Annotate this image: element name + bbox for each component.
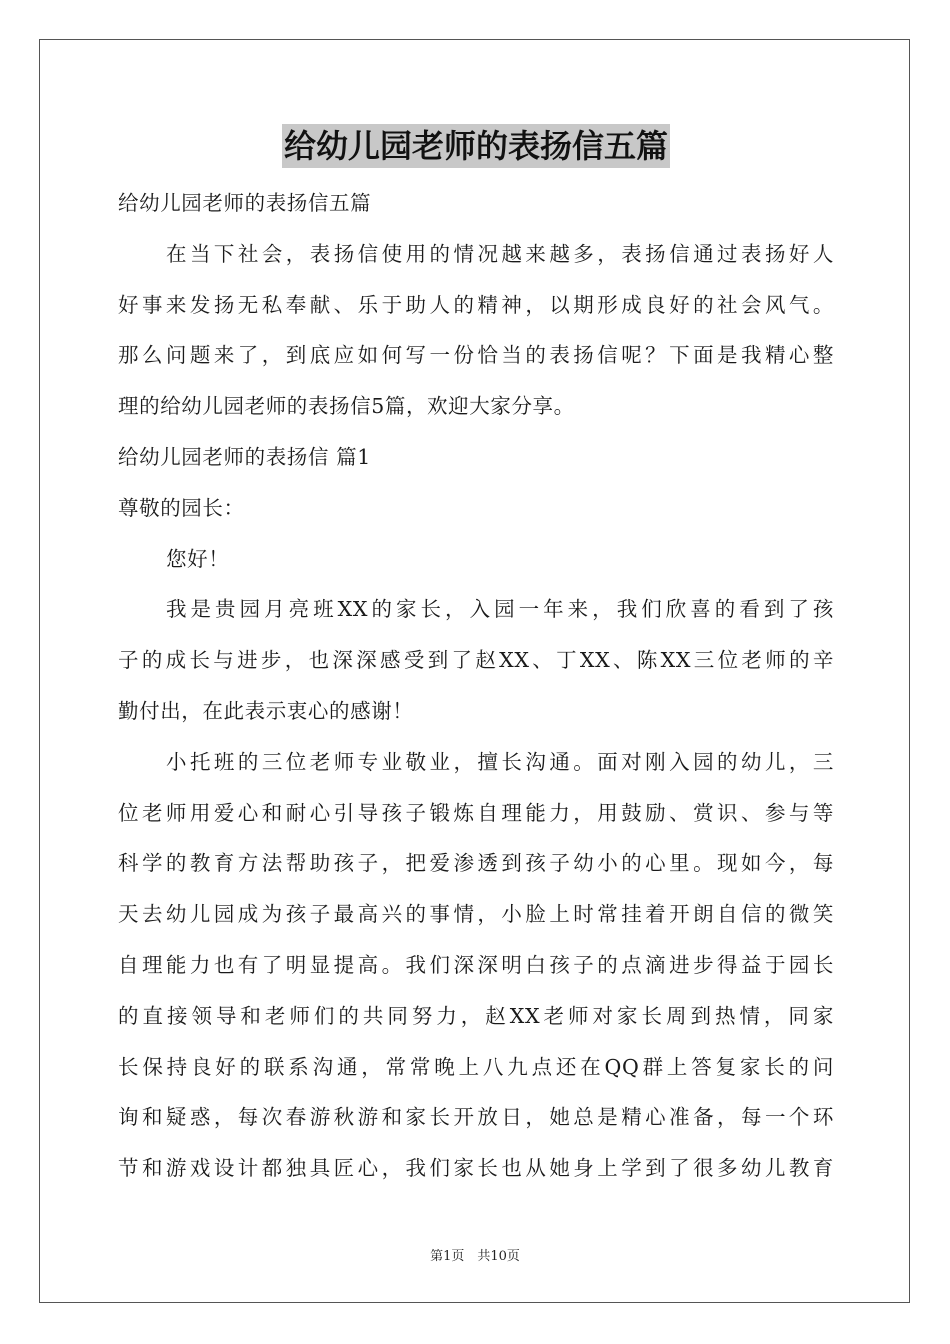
text-line: 节和游戏设计都独具匠心，我们家长也从她身上学到了很多幼儿教育 [118, 1156, 834, 1181]
text-line: 长保持良好的联系沟通，常常晚上八九点还在QQ群上答复家长的问 [118, 1054, 834, 1079]
text-line: 科学的教育方法帮助孩子，把爱渗透到孩子幼小的心里。现如今，每 [118, 851, 834, 876]
document-title: 给幼儿园老师的表扬信五篇 [282, 124, 670, 168]
text-line: 的直接领导和老师们的共同努力，赵XX老师对家长周到热情，同家 [118, 1003, 834, 1028]
text-line: 给幼儿园老师的表扬信 篇1 [118, 444, 371, 469]
text-line: 自理能力也有了明显提高。我们深深明白孩子的点滴进步得益于园长 [118, 952, 834, 977]
text-line: 那么问题来了，到底应如何写一份恰当的表扬信呢？下面是我精心整 [118, 343, 834, 368]
text-line: 在当下社会，表扬信使用的情况越来越多，表扬信通过表扬好人 [166, 241, 834, 266]
text-line: 我是贵园月亮班XX的家长，入园一年来，我们欣喜的看到了孩 [166, 597, 834, 622]
text-line: 理的给幼儿园老师的表扬信5篇，欢迎大家分享。 [118, 394, 575, 419]
document-body [118, 124, 834, 1194]
title-container [118, 124, 834, 172]
text-line: 给幼儿园老师的表扬信五篇 [118, 191, 372, 215]
text-line: 天去幼儿园成为孩子最高兴的事情，小脸上时常挂着开朗自信的微笑 [118, 902, 834, 927]
text-line: 好事来发扬无私奉献、乐于助人的精神，以期形成良好的社会风气。 [118, 292, 834, 317]
text-line: 您好！ [166, 546, 230, 571]
text-line: 询和疑惑，每次春游秋游和家长开放日，她总是精心准备，每一个环 [118, 1105, 834, 1130]
text-line: 位老师用爱心和耐心引导孩子锻炼自理能力，用鼓励、赏识、参与等 [118, 800, 834, 825]
text-line: 尊敬的园长： [118, 495, 245, 520]
page-footer: 第1页 共10页 [430, 1249, 520, 1264]
text-line: 小托班的三位老师专业敬业，擅长沟通。面对刚入园的幼儿，三 [166, 749, 834, 774]
text-line: 勤付出，在此表示衷心的感谢！ [118, 698, 414, 723]
text-lines [118, 178, 834, 1194]
text-line: 子的成长与进步，也深深感受到了赵XX、丁XX、陈XX三位老师的辛 [118, 648, 834, 673]
